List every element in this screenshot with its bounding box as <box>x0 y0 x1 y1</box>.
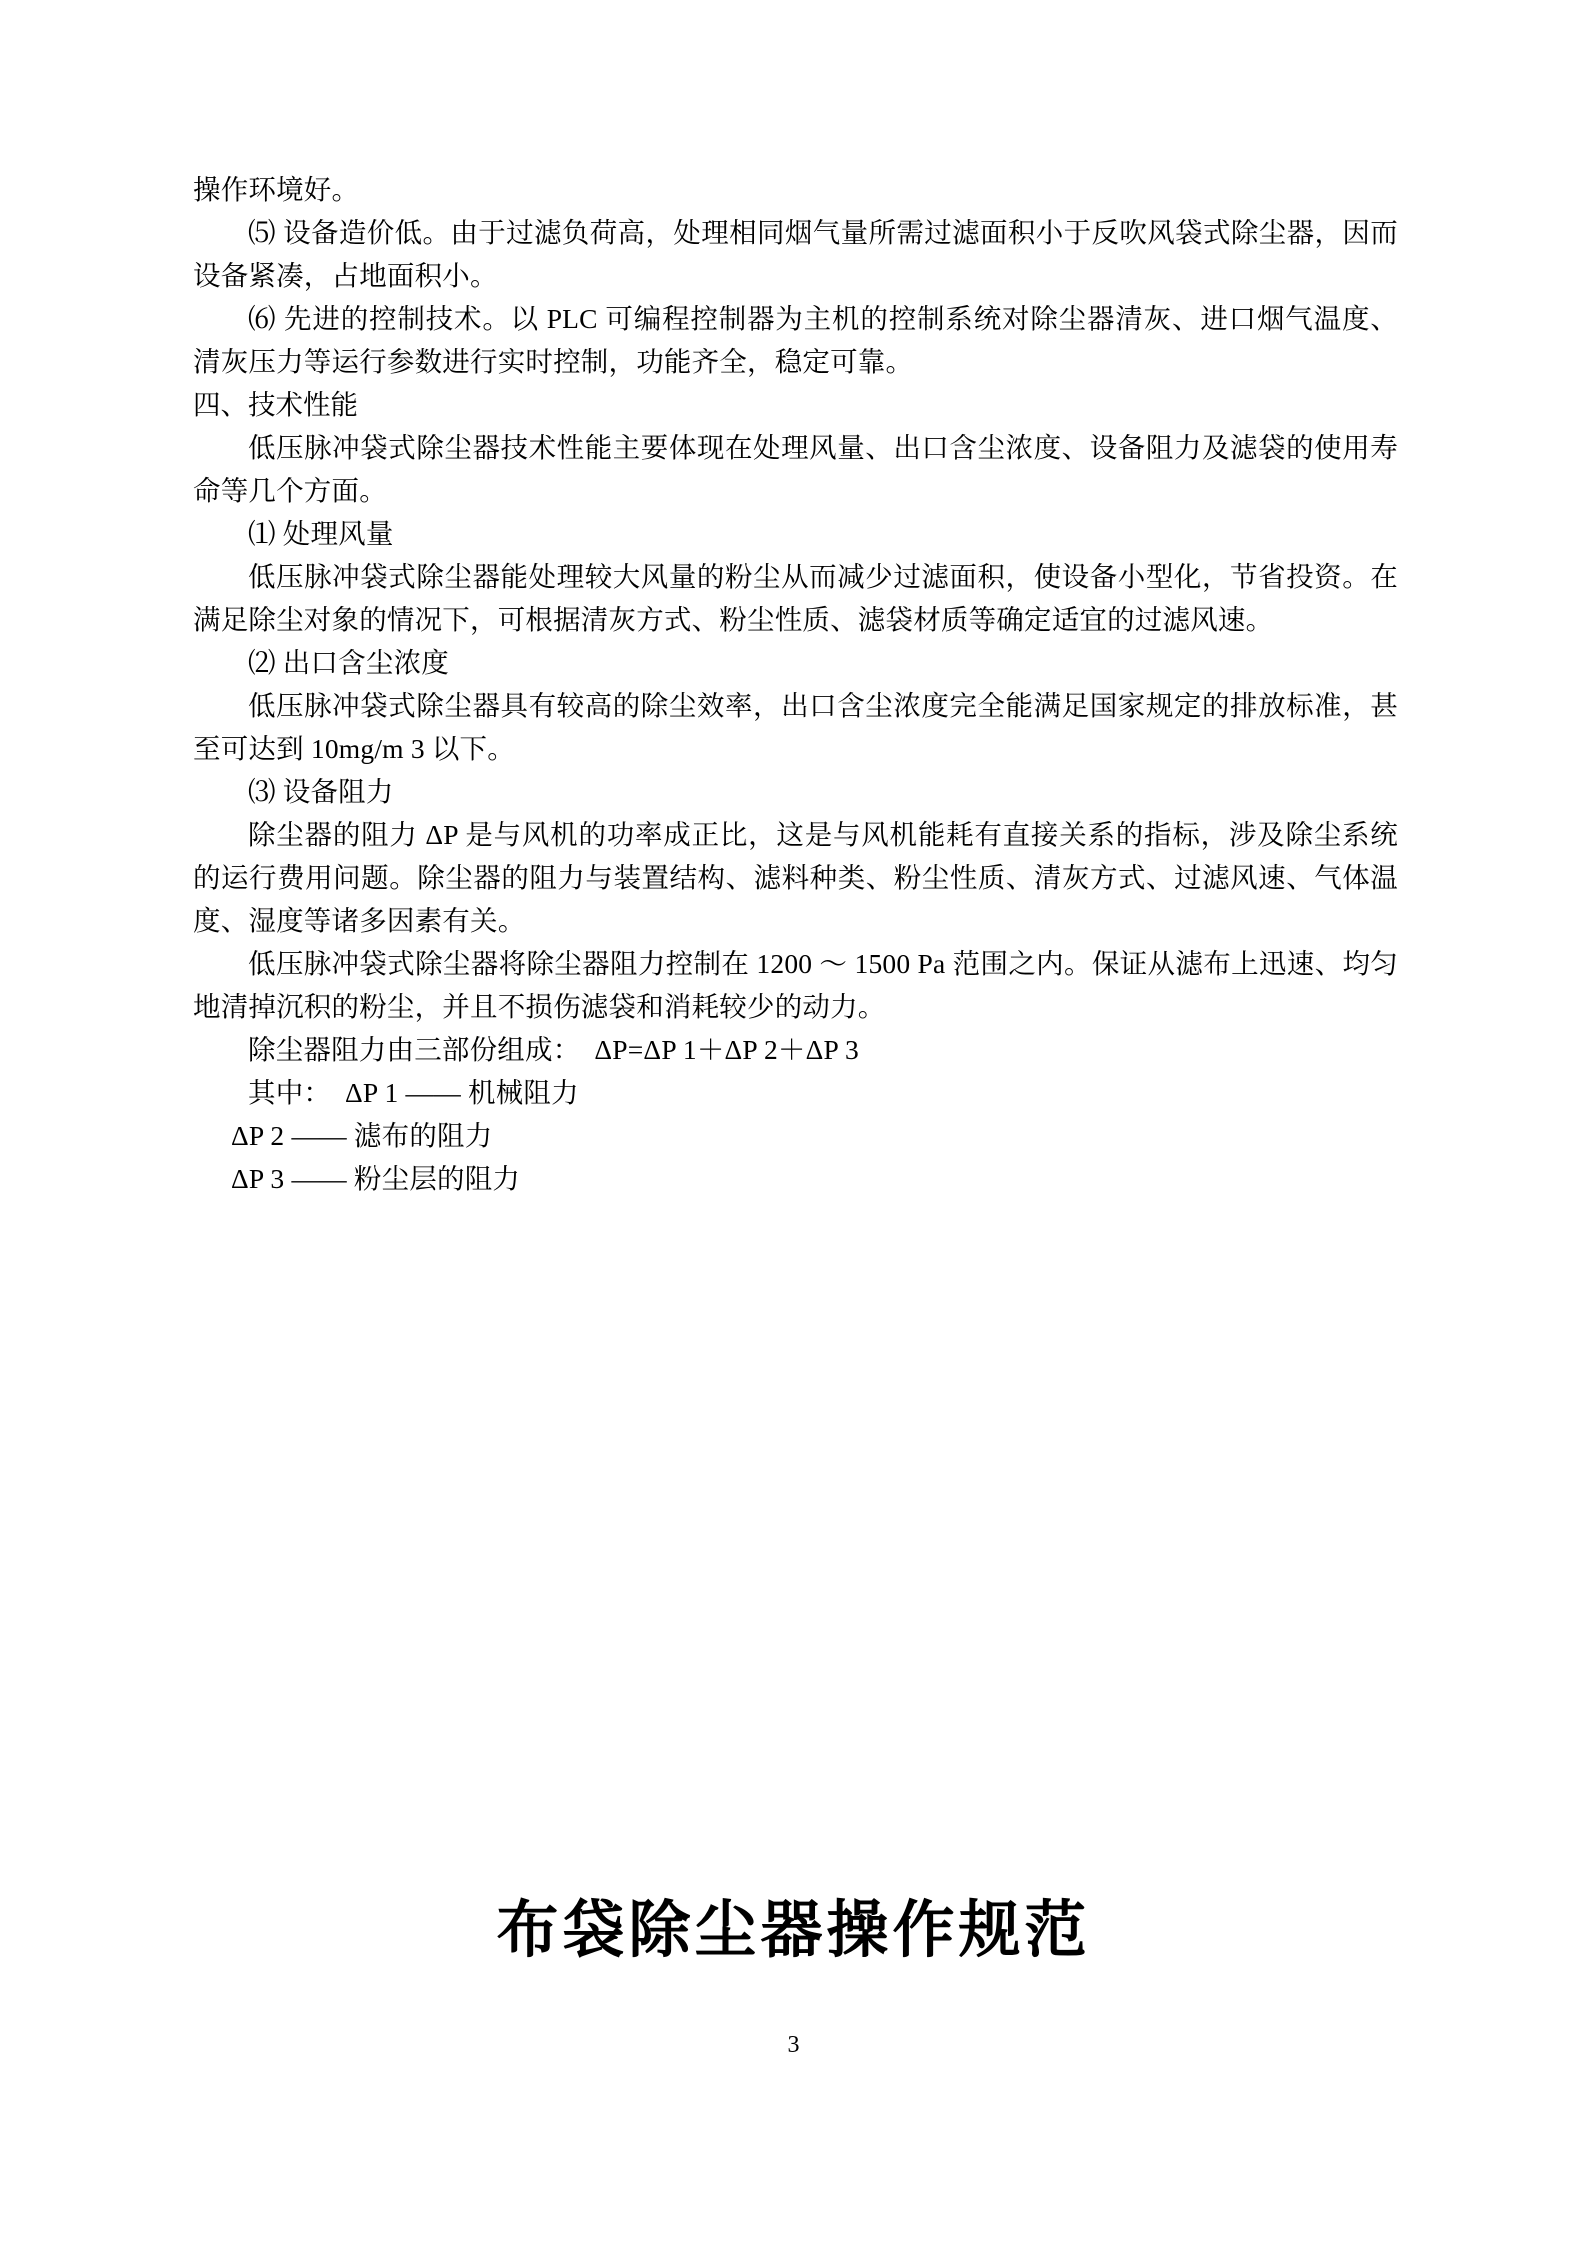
formula-line: ΔP 3 —— 粉尘层的阻力 <box>231 1163 521 1194</box>
formula-line: 其中： ΔP 1 —— 机械阻力 <box>248 1077 579 1108</box>
page-number: 3 <box>787 2032 800 2058</box>
paragraph: ⑸ 设备造价低。由于过滤负荷高，处理相同烟气量所需过滤面积小于反吹风袋式除尘器，因而设备紧凑，占地面积小。 <box>193 217 1398 291</box>
document-body <box>193 168 1398 1200</box>
paragraph: ⑹ 先进的控制技术。以 PLC 可编程控制器为主机的控制系统对除尘器清灰、进口烟气温度、清灰压力等运行参数进行实时控制，功能齐全，稳定可靠。 <box>193 303 1398 377</box>
paragraph: ⑶ 设备阻力 <box>248 776 394 807</box>
paragraph: 低压脉冲袋式除尘器具有较高的除尘效率，出口含尘浓度完全能满足国家规定的排放标准，甚至可达到 10mg/m 3 以下。 <box>193 690 1398 764</box>
paragraph: 低压脉冲袋式除尘器技术性能主要体现在处理风量、出口含尘浓度、设备阻力及滤袋的使用寿命等几个方面。 <box>193 432 1398 506</box>
document-title: 布袋除尘器操作规范 <box>496 1897 1091 1965</box>
paragraph: 操作环境好。 <box>193 174 360 205</box>
paragraph: 低压脉冲袋式除尘器能处理较大风量的粉尘从而减少过滤面积，使设备小型化，节省投资。在满足除尘对象的情况下，可根据清灰方式、粉尘性质、滤袋材质等确定适宜的过滤风速。 <box>193 561 1398 635</box>
paragraph: 除尘器的阻力 ΔP 是与风机的功率成正比，这是与风机能耗有直接关系的指标，涉及除尘系统的运行费用问题。除尘器的阻力与装置结构、滤料种类、粉尘性质、清灰方式、过滤风速、气体温度、湿度等诸多因素有关。 <box>193 819 1398 936</box>
formula-line: ΔP 2 —— 滤布的阻力 <box>231 1120 493 1151</box>
paragraph: ⑴ 处理风量 <box>248 518 394 549</box>
section-heading: 四、技术性能 <box>193 389 358 420</box>
formula-line: 除尘器阻力由三部份组成： ΔP=ΔP 1＋ΔP 2＋ΔP 3 <box>248 1034 859 1065</box>
paragraph: ⑵ 出口含尘浓度 <box>248 647 449 678</box>
paragraph: 低压脉冲袋式除尘器将除尘器阻力控制在 1200 ～ 1500 Pa 范围之内。保证从滤布上迅速、均匀地清掉沉积的粉尘，并且不损伤滤袋和消耗较少的动力。 <box>193 948 1398 1022</box>
